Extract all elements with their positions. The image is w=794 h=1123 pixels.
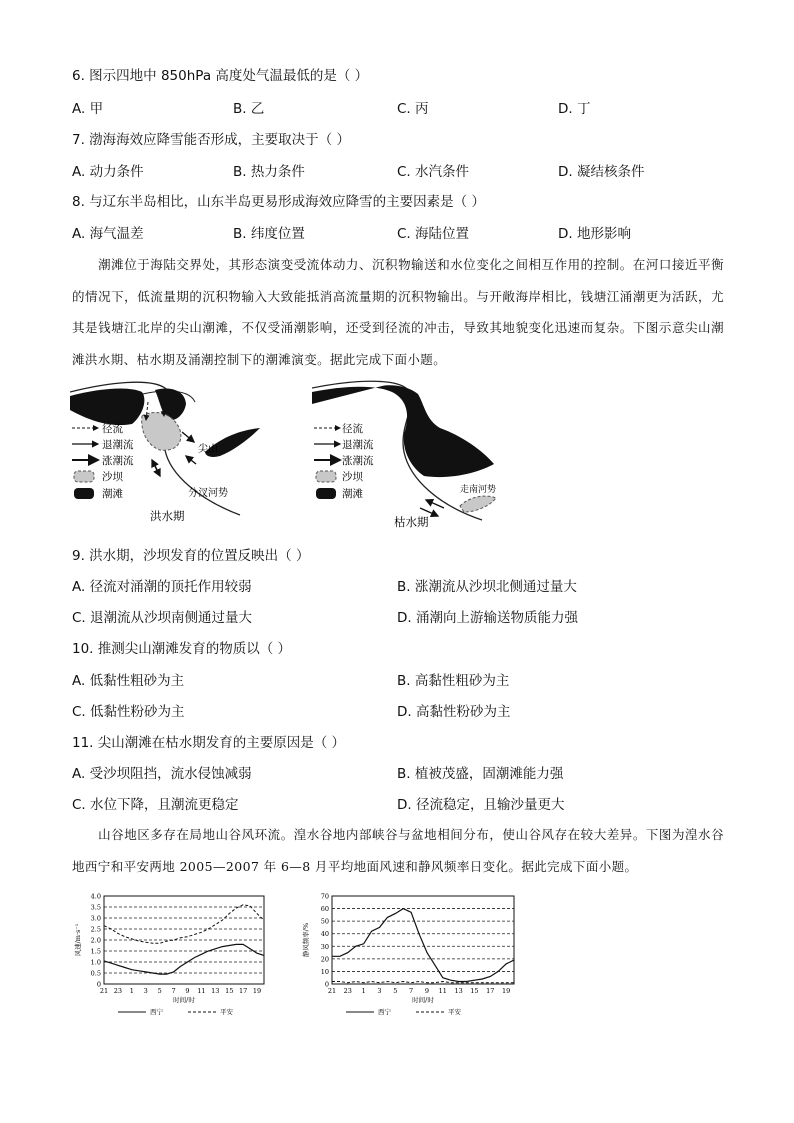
- x-tick-label: 11: [438, 987, 447, 995]
- legend-label: 西宁: [150, 1008, 163, 1016]
- q6-option-b[interactable]: B. 乙: [233, 101, 265, 117]
- q9-option-d[interactable]: D. 涌潮向上游输送物质能力强: [397, 610, 578, 626]
- x-tick-label: 19: [501, 987, 511, 995]
- x-tick-label: 1: [129, 987, 134, 995]
- q11-option-d[interactable]: D. 径流稳定，且输沙量更大: [397, 797, 565, 813]
- x-tick-label: 21: [327, 987, 337, 995]
- q9-option-b[interactable]: B. 涨潮流从沙坝北侧通过量大: [397, 579, 577, 595]
- x-tick-label: 17: [486, 987, 495, 995]
- label-flood-period: 洪水期: [150, 509, 185, 523]
- calm-frequency-chart: [300, 888, 530, 1028]
- q7-option-d[interactable]: D. 凝结核条件: [558, 164, 645, 180]
- sand-bar-shape: [460, 496, 496, 512]
- q6-option-a[interactable]: A. 甲: [72, 101, 104, 117]
- x-tick-label: 5: [157, 987, 162, 995]
- question-7-stem: 7. 渤海海效应降雪能否形成，主要取决于（ ）: [72, 132, 350, 148]
- y-tick-label: 2.0: [90, 936, 101, 945]
- question-10-stem: 10. 推测尖山潮滩发育的物质以（ ）: [72, 641, 292, 657]
- q11-option-a[interactable]: A. 受沙坝阻挡，流水侵蚀减弱: [72, 766, 252, 782]
- x-tick-label: 19: [252, 987, 262, 995]
- x-tick-label: 17: [238, 987, 248, 995]
- series-line-1: [332, 982, 514, 983]
- y-tick-label: 1.0: [90, 958, 101, 967]
- y-tick-label: 0: [96, 980, 101, 989]
- y-tick-label: 20: [320, 955, 329, 964]
- q10-option-c[interactable]: C. 低黏性粉砂为主: [72, 704, 185, 720]
- q9-option-a[interactable]: A. 径流对涌潮的顶托作用较弱: [72, 579, 252, 595]
- passage-valley-wind: [72, 819, 724, 882]
- label-jianshan: 尖山: [198, 444, 218, 455]
- legend-ebb: 退潮流: [102, 439, 134, 451]
- y-tick-label: 1.5: [90, 947, 101, 956]
- legend-runoff: 径流: [342, 423, 363, 435]
- x-tick-label: 3: [377, 987, 382, 995]
- label-branching: 分汊河势: [188, 488, 228, 499]
- q7-option-b[interactable]: B. 热力条件: [233, 164, 305, 180]
- q8-option-d[interactable]: D. 地形影响: [558, 226, 631, 242]
- series-line-0: [104, 944, 264, 974]
- passage-tidal-flat: [72, 249, 724, 375]
- tidal-flat-shape: [312, 385, 494, 477]
- q9-option-c[interactable]: C. 退潮流从沙坝南侧通过量大: [72, 610, 253, 626]
- legend-label: 平安: [448, 1008, 461, 1016]
- legend-ebb: 退潮流: [342, 439, 374, 451]
- question-8-stem: 8. 与辽东半岛相比，山东半岛更易形成海效应降雪的主要因素是（ ）: [72, 194, 485, 210]
- legend-tidal-flat: 潮滩: [342, 488, 363, 500]
- q10-option-d[interactable]: D. 高黏性粉砂为主: [397, 704, 511, 720]
- y-axis-label: 风速/m·s⁻¹: [74, 923, 82, 957]
- dry-period-diagram: [312, 380, 512, 530]
- dry-legend: [314, 422, 374, 500]
- flood-period-diagram: [70, 380, 270, 530]
- x-tick-label: 9: [424, 987, 430, 995]
- x-tick-label: 23: [113, 987, 123, 995]
- legend-sandbar: 沙坝: [342, 471, 363, 483]
- passage-valley-wind-text: 山谷地区多存在局地山谷风环流。湟水谷地内部峡谷与盆地相间分布，使山谷风存在较大差异。下图为湟水谷地西宁和平安两地 2005—2007 年 6—8 月平均地面风速和静风频率日变化。据此完成下面小题。: [72, 827, 724, 874]
- x-axis-label: 时间/时: [173, 996, 195, 1004]
- y-tick-label: 10: [320, 967, 329, 976]
- y-tick-label: 70: [320, 892, 329, 901]
- x-tick-label: 23: [343, 987, 352, 995]
- passage-tidal-flat-text: 潮滩位于海陆交界处，其形态演变受流体动力、沉积物输送和水位变化之间相互作用的控制。在河口接近平衡的情况下，低流量期的沉积物输入大致能抵消高流量期的沉积物输出。与开敞海岸相比，钱塘江涌潮更为活跃，尤其是钱塘江北岸的尖山潮滩，不仅受涌潮影响，还受到径流的冲击，导致其地貌变化迅速而复杂。下图示意尖山潮滩洪水期、枯水期及涌潮控制下的潮滩演变。据此完成下面小题。: [72, 257, 724, 367]
- x-tick-label: 1: [361, 987, 366, 995]
- plot-frame: [332, 896, 514, 984]
- x-tick-label: 15: [470, 987, 479, 995]
- series-line-1: [104, 905, 264, 944]
- y-tick-label: 0: [324, 980, 329, 989]
- x-tick-label: 7: [409, 987, 414, 995]
- legend-flood-tide: 涨潮流: [342, 455, 374, 467]
- x-tick-label: 7: [171, 987, 176, 995]
- q8-option-a[interactable]: A. 海气温差: [72, 226, 144, 242]
- x-tick-label: 13: [211, 987, 220, 995]
- legend-label: 平安: [220, 1008, 233, 1016]
- y-tick-label: 3.0: [90, 914, 101, 923]
- wind-speed-chart: [72, 888, 280, 1028]
- x-tick-label: 3: [143, 987, 148, 995]
- x-tick-label: 13: [454, 987, 463, 995]
- x-tick-label: 21: [99, 987, 109, 995]
- q6-option-d[interactable]: D. 丁: [558, 101, 591, 117]
- y-tick-label: 0.5: [90, 969, 101, 978]
- legend-sandbar: 沙坝: [102, 471, 123, 483]
- label-southward: 走南河势: [460, 485, 497, 495]
- q11-option-c[interactable]: C. 水位下降，且潮流更稳定: [72, 797, 239, 813]
- flood-legend: [72, 422, 134, 500]
- question-6-stem: 6. 图示四地中 850hPa 高度处气温最低的是（ ）: [72, 68, 369, 84]
- legend-label: 西宁: [378, 1008, 391, 1016]
- y-tick-label: 50: [320, 917, 329, 926]
- q11-option-b[interactable]: B. 植被茂盛，固潮滩能力强: [397, 766, 564, 782]
- y-tick-label: 2.5: [90, 925, 101, 934]
- series-line-0: [332, 909, 514, 982]
- legend-flood-tide: 涨潮流: [102, 455, 134, 467]
- q8-option-c[interactable]: C. 海陆位置: [397, 226, 470, 242]
- q7-option-a[interactable]: A. 动力条件: [72, 164, 144, 180]
- x-tick-label: 9: [185, 987, 190, 995]
- y-tick-label: 3.5: [90, 903, 101, 912]
- label-dry-period: 枯水期: [394, 515, 429, 529]
- y-axis-label: 静风频率/%: [302, 922, 310, 958]
- legend-runoff: 径流: [102, 423, 123, 435]
- tidal-flat-shape: [70, 389, 144, 426]
- q7-option-c[interactable]: C. 水汽条件: [397, 164, 470, 180]
- question-9-stem: 9. 洪水期，沙坝发育的位置反映出（ ）: [72, 548, 310, 564]
- x-tick-label: 11: [197, 987, 206, 995]
- x-tick-label: 5: [393, 987, 398, 995]
- y-tick-label: 30: [320, 942, 329, 951]
- q8-option-b[interactable]: B. 纬度位置: [233, 226, 305, 242]
- y-tick-label: 60: [320, 905, 329, 914]
- q10-option-b[interactable]: B. 高黏性粗砂为主: [397, 673, 510, 689]
- x-tick-label: 15: [225, 987, 234, 995]
- question-11-stem: 11. 尖山潮滩在枯水期发育的主要原因是（ ）: [72, 735, 346, 751]
- y-tick-label: 4.0: [90, 892, 101, 901]
- legend-tidal-flat: 潮滩: [102, 488, 123, 500]
- x-axis-label: 时间/时: [412, 996, 434, 1004]
- q6-option-c[interactable]: C. 丙: [397, 101, 429, 117]
- y-tick-label: 40: [320, 930, 329, 939]
- q10-option-a[interactable]: A. 低黏性粗砂为主: [72, 673, 185, 689]
